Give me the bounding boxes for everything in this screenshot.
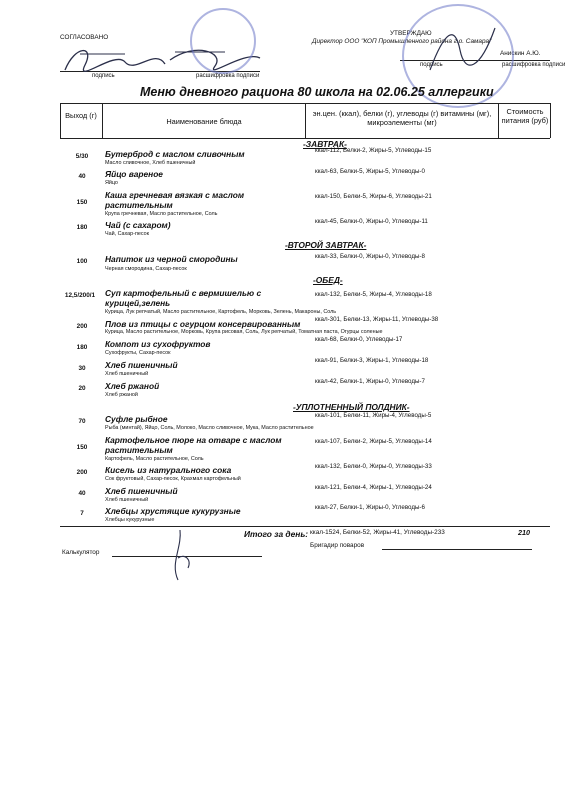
right-signature-icon bbox=[425, 20, 505, 80]
dish-qty: 150 bbox=[76, 444, 88, 451]
dish-ingredients: Курица, Масло растительное, Морковь, Крупа рисовая, Соль, Лук репчатый, Томатная паста, Огурцы соленые bbox=[105, 329, 383, 335]
dish-name: Суфле рыбное bbox=[105, 414, 168, 424]
dish-qty: 150 bbox=[76, 199, 88, 206]
dish-ingredients: Сухофрукты, Сахар-песок bbox=[105, 350, 171, 356]
header-qty: Выход (г) bbox=[65, 111, 97, 120]
footer-calculator: Калькулятор bbox=[62, 549, 100, 556]
dish-name: Картофельное пюре на отваре с маслом растительным bbox=[105, 435, 282, 455]
chief-sign-line bbox=[382, 549, 532, 550]
dish-nutrition: ккал-107, Белки-2, Жиры-5, Углеводы-14 bbox=[315, 438, 432, 445]
dish-ingredients: Рыба (минтай), Яйцо, Соль, Молоко, Масло сливочное, Мука, Масло растительное bbox=[105, 425, 314, 431]
dish-qty: 5/30 bbox=[75, 153, 89, 160]
dish-nutrition: ккал-121, Белки-4, Жиры-1, Углеводы-24 bbox=[315, 484, 432, 491]
dish-name: Хлеб пшеничный bbox=[105, 486, 178, 496]
total-nutrition: ккал-1524, Белки-52, Жиры-41, Углеводы-233 bbox=[310, 529, 445, 536]
dish-qty: 20 bbox=[78, 385, 86, 392]
total-cost: 210 bbox=[518, 528, 530, 537]
meal-afternoon-snack: -УПЛОТНЕННЫЙ ПОЛДНИК- bbox=[293, 402, 410, 412]
director-title: Директор ООО "КОП Промышленного района г.о. Самара" bbox=[312, 38, 492, 45]
dish-qty: 7 bbox=[80, 510, 84, 517]
dish-ingredients: Курица, Лук репчатый, Масло растительное, Картофель, Морковь, Зелень, Макароны, Соль bbox=[105, 309, 337, 315]
meal-lunch: -ОБЕД- bbox=[313, 275, 343, 285]
dish-qty: 40 bbox=[78, 173, 86, 180]
calculator-signature-icon bbox=[160, 528, 200, 583]
dish-nutrition: ккал-63, Белки-5, Жиры-5, Углеводы-0 bbox=[315, 168, 425, 175]
dish-ingredients: Картофель, Масло растительное, Соль bbox=[105, 456, 204, 462]
dish-qty: 200 bbox=[76, 323, 88, 330]
dish-nutrition: ккал-45, Белки-0, Жиры-0, Углеводы-11 bbox=[315, 218, 428, 225]
meal-breakfast: -ЗАВТРАК- bbox=[303, 139, 347, 149]
table-col-divider-3 bbox=[498, 103, 499, 138]
dish-qty: 12,5/200/1 bbox=[64, 292, 96, 299]
left-stamp-icon bbox=[190, 8, 256, 74]
dish-ingredients: Яйцо bbox=[105, 180, 118, 186]
dish-ingredients: Хлебцы кукурузные bbox=[105, 517, 155, 523]
left-decode-caption: расшифровка подписи bbox=[196, 73, 260, 79]
dish-name: Компот из сухофруктов bbox=[105, 339, 211, 349]
dish-qty: 180 bbox=[76, 344, 88, 351]
dish-qty: 30 bbox=[78, 365, 86, 372]
dish-ingredients: Черная смородина, Сахар-песок bbox=[105, 266, 187, 272]
dish-qty: 200 bbox=[76, 469, 88, 476]
total-top-line bbox=[60, 526, 550, 527]
dish-nutrition: ккал-301, Белки-13, Жиры-11, Углеводы-38 bbox=[315, 316, 439, 323]
dish-nutrition: ккал-150, Белки-5, Жиры-6, Углеводы-21 bbox=[315, 193, 432, 200]
header-cost: Стоимость питания (руб) bbox=[501, 107, 549, 125]
table-right-border bbox=[550, 103, 551, 138]
dish-nutrition: ккал-33, Белки-0, Жиры-0, Углеводы-8 bbox=[315, 253, 425, 260]
dish-nutrition: ккал-132, Белки-5, Жиры-4, Углеводы-18 bbox=[315, 291, 432, 298]
dish-qty: 40 bbox=[78, 490, 86, 497]
page-title: Меню дневного рациона 80 школа на 02.06.25 аллергики bbox=[140, 85, 494, 99]
dish-name: Напиток из черной смородины bbox=[105, 254, 238, 264]
table-left-border bbox=[60, 103, 61, 138]
dish-name: Суп картофельный с вермишелью с курицей,зелень bbox=[105, 288, 262, 308]
dish-name: Чай (с сахаром) bbox=[105, 220, 171, 230]
dish-nutrition: ккал-101, Белки-11, Жиры-4, Углеводы-5 bbox=[315, 412, 432, 419]
dish-name: Яйцо вареное bbox=[105, 169, 163, 179]
header-nutrition: эн.цен. (ккал), белки (г), углеводы (г) витамины (мг), микроэлементы (мг) bbox=[312, 109, 492, 127]
right-decode-caption: расшифровка подписи bbox=[502, 62, 566, 68]
dish-ingredients: Хлеб пшеничный bbox=[105, 371, 149, 377]
dish-nutrition: ккал-27, Белки-1, Жиры-0, Углеводы-6 bbox=[315, 504, 425, 511]
dish-name: Хлеб ржаной bbox=[105, 381, 160, 391]
dish-ingredients: Масло сливочное, Хлеб пшеничный bbox=[105, 160, 196, 166]
dish-nutrition: ккал-68, Белки-0, Углеводы-17 bbox=[315, 336, 403, 343]
dish-ingredients: Хлеб ржаной bbox=[105, 392, 138, 398]
dish-qty: 100 bbox=[76, 258, 88, 265]
dish-nutrition: ккал-112, Белки-2, Жиры-5, Углеводы-15 bbox=[315, 147, 432, 154]
dish-ingredients: Хлеб пшеничный bbox=[105, 497, 149, 503]
dish-name: Каша гречневая вязкая с маслом растительным bbox=[105, 190, 245, 210]
dish-name: Хлебцы хрустящие кукурузные bbox=[105, 506, 241, 516]
director-name: Анискин А.Ю. bbox=[500, 50, 541, 57]
dish-nutrition: ккал-91, Белки-3, Жиры-1, Углеводы-18 bbox=[315, 357, 429, 364]
dish-nutrition: ккал-42, Белки-1, Жиры-0, Углеводы-7 bbox=[315, 378, 425, 385]
dish-ingredients: Чай, Сахар-песок bbox=[105, 231, 150, 237]
dish-ingredients: Крупа гречневая, Масло растительное, Соль bbox=[105, 211, 218, 217]
approved-left-label: СОГЛАСОВАНО bbox=[60, 34, 109, 41]
dish-name: Плов из птицы с огурцом консервированным bbox=[105, 319, 301, 329]
dish-name: Хлеб пшеничный bbox=[105, 360, 178, 370]
left-sign-caption: подпись bbox=[92, 73, 115, 79]
dish-nutrition: ккал-132, Белки-0, Жиры-0, Углеводы-33 bbox=[315, 463, 432, 470]
footer-chief-cook: Бригадир поваров bbox=[310, 542, 365, 549]
approved-right-label: УТВЕРЖДАЮ bbox=[390, 30, 432, 37]
right-sign-caption: подпись bbox=[420, 62, 443, 68]
dish-qty: 180 bbox=[76, 224, 88, 231]
table-col-divider-1 bbox=[102, 103, 103, 138]
meal-second-breakfast: -ВТОРОЙ ЗАВТРАК- bbox=[285, 240, 367, 250]
header-name: Наименование блюда bbox=[166, 117, 242, 126]
dish-qty: 70 bbox=[78, 418, 86, 425]
dish-name: Бутерброд с маслом сливочным bbox=[105, 149, 245, 159]
table-col-divider-2 bbox=[305, 103, 306, 138]
dish-name: Кисель из натурального сока bbox=[105, 465, 232, 475]
dish-ingredients: Сок фруктовый, Сахар-песок, Крахмал картофельный bbox=[105, 476, 241, 482]
total-label: Итого за день: bbox=[244, 529, 309, 539]
